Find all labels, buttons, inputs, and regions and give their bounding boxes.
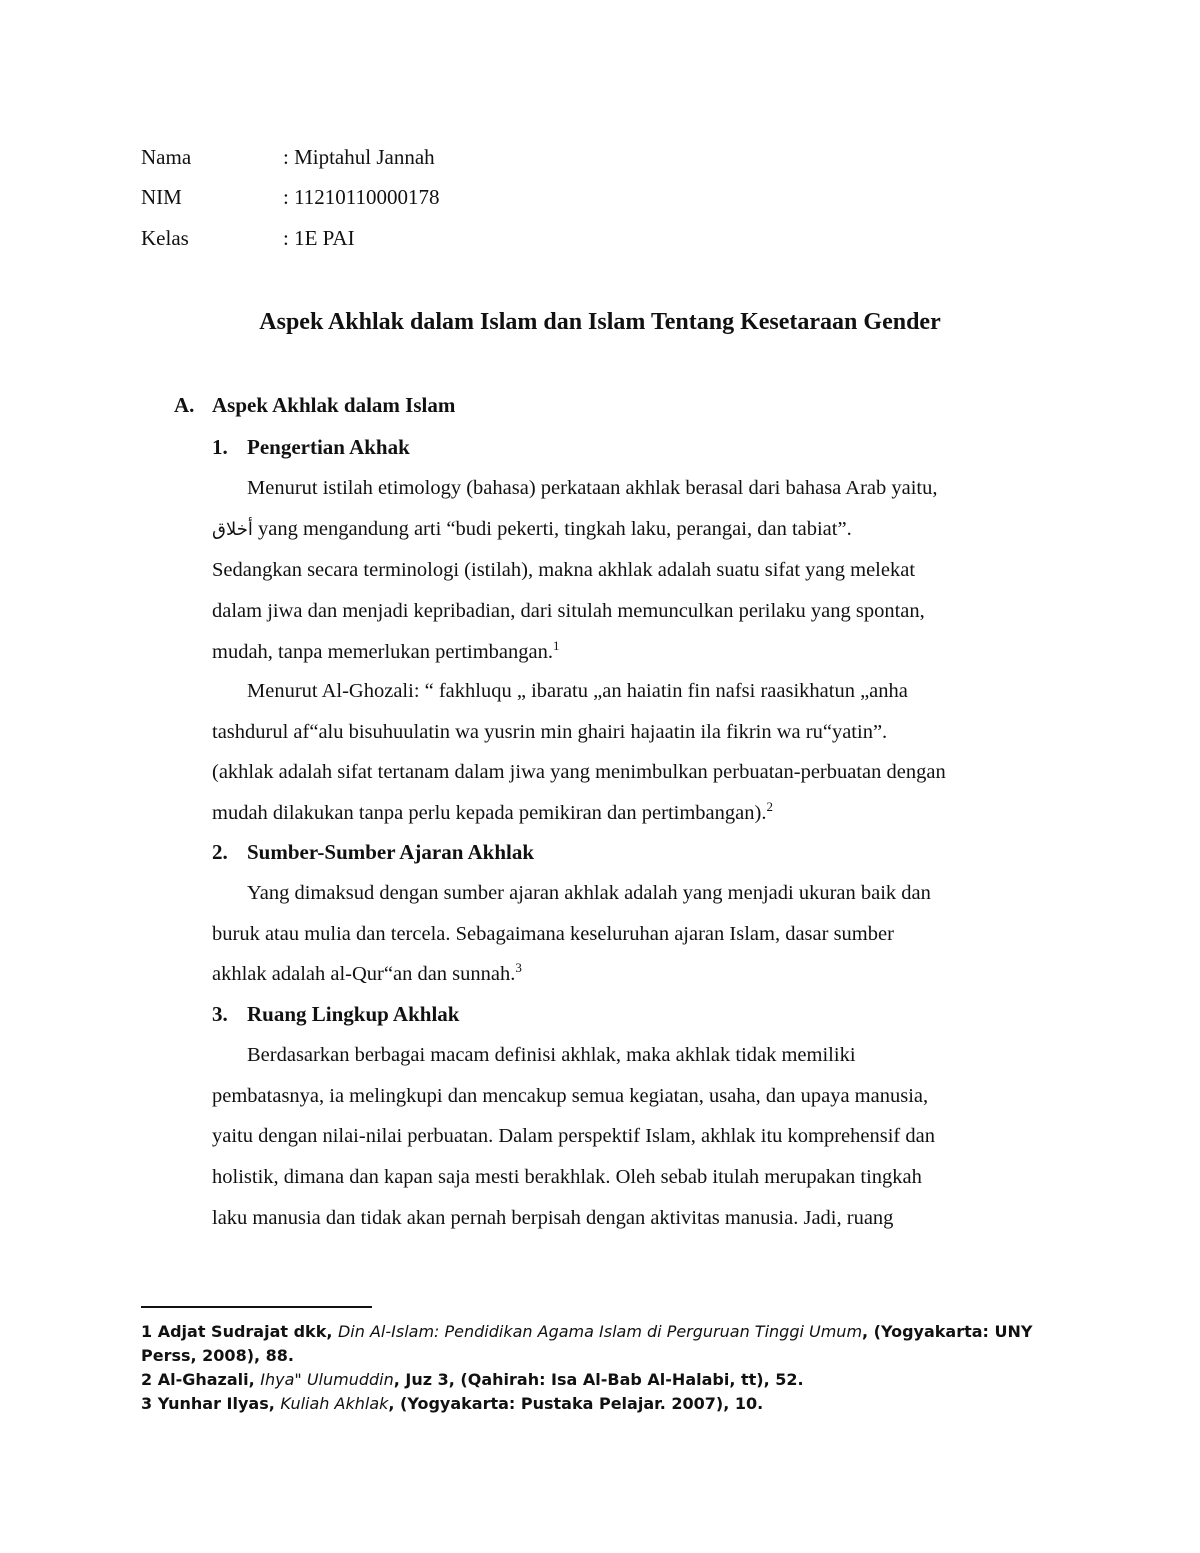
- text-line: [212, 793, 1062, 834]
- footnote-title: Kuliah Akhlak: [280, 1394, 389, 1413]
- text-line-content: yang mengandung arti “budi pekerti, tingkah laku, perangai, dan tabiat”.: [257, 517, 852, 540]
- subheading-text: Ruang Lingkup Akhlak: [247, 1002, 460, 1026]
- subheading-marker: 3.: [212, 1002, 228, 1026]
- footnote-title: Ihya" Ulumuddin: [260, 1370, 394, 1389]
- identity-value: : 11210110000178: [283, 185, 440, 209]
- footnote-author: 2 Al-Ghazali,: [141, 1370, 261, 1389]
- text-line: yaitu dengan nilai-nilai perbuatan. Dalam perspektif Islam, akhlak itu komprehensif dan: [212, 1125, 935, 1148]
- subheading-text: Sumber-Sumber Ajaran Akhlak: [247, 840, 535, 864]
- identity-value: : Miptahul Jannah: [283, 145, 435, 169]
- subheading-1: [212, 433, 410, 461]
- identity-row-nama: [141, 145, 435, 169]
- identity-row-nim: [141, 185, 440, 209]
- identity-row-kelas: [141, 226, 355, 250]
- section-heading-text: Aspek Akhlak dalam Islam: [212, 393, 456, 417]
- footnote-publication: , (Yogyakarta: UNY Perss, 2008), 88.: [141, 1322, 1033, 1365]
- text-line: Sedangkan secara terminologi (istilah), makna akhlak adalah suatu sifat yang melekat: [212, 559, 916, 582]
- paragraph-sumber: [212, 873, 1062, 995]
- footnote-2: [141, 1368, 1061, 1392]
- subheading-marker: 1.: [212, 435, 228, 459]
- footnote-title: Din Al-Islam: Pendidikan Agama Islam di Perguruan Tinggi Umum: [337, 1322, 863, 1341]
- text-line-content: mudah, tanpa memerlukan pertimbangan.: [212, 640, 553, 663]
- paragraph-pengertian-1: [212, 468, 1062, 673]
- footnote-author: 3 Yunhar Ilyas,: [141, 1394, 281, 1413]
- paragraph-pengertian-2: [212, 671, 1062, 834]
- arabic-word: أخلاق: [212, 518, 253, 540]
- document-title: Aspek Akhlak dalam Islam dan Islam Tentang Kesetaraan Gender: [259, 309, 941, 335]
- subheading-2: [212, 838, 534, 866]
- footnote-ref: 1: [552, 637, 560, 653]
- footnote-3: [141, 1392, 1061, 1416]
- text-line: Yang dimaksud dengan sumber ajaran akhlak adalah yang menjadi ukuran baik dan: [247, 882, 931, 904]
- subheading-text: Pengertian Akhak: [247, 435, 410, 459]
- text-line: [212, 632, 1062, 673]
- identity-label: Kelas: [141, 226, 189, 250]
- footnote-publication: , Juz 3, (Qahirah: Isa Al-Bab Al-Halabi, tt), 52.: [393, 1370, 804, 1389]
- footnote-author: 1 Adjat Sudrajat dkk,: [141, 1322, 338, 1341]
- text-line: Berdasarkan berbagai macam definisi akhlak, maka akhlak tidak memiliki: [247, 1044, 856, 1066]
- paragraph-ruang-lingkup: [212, 1035, 1062, 1239]
- text-line-content: akhlak adalah al-Qur“an dan sunnah.: [212, 963, 516, 986]
- footnote-publication: , (Yogyakarta: Pustaka Pelajar. 2007), 10.: [388, 1394, 764, 1413]
- text-line: [212, 509, 1062, 551]
- text-line: laku manusia dan tidak akan pernah berpisah dengan aktivitas manusia. Jadi, ruang: [212, 1206, 894, 1229]
- footnote-separator: [141, 1306, 372, 1308]
- text-line: [212, 954, 1062, 995]
- text-line: Menurut Al-Ghozali: “ fakhluqu „ ibaratu „an haiatin fin nafsi raasikhatun „anha: [247, 680, 908, 702]
- footnote-ref: 2: [766, 799, 773, 815]
- identity-label: NIM: [141, 185, 182, 209]
- text-line: (akhlak adalah sifat tertanam dalam jiwa yang menimbulkan perbuatan-perbuatan dengan: [212, 761, 946, 784]
- section-heading-a: [174, 391, 455, 419]
- section-marker: A.: [174, 393, 195, 417]
- footnotes: [141, 1320, 1061, 1416]
- text-line-content: mudah dilakukan tanpa perlu kepada pemikiran dan pertimbangan).: [212, 802, 767, 825]
- text-line: holistik, dimana dan kapan saja mesti berakhlak. Oleh sebab itulah merupakan tingkah: [212, 1166, 922, 1189]
- text-line: dalam jiwa dan menjadi kepribadian, dari situlah memunculkan perilaku yang spontan,: [212, 600, 925, 623]
- text-line: pembatasnya, ia melingkupi dan mencakup semua kegiatan, usaha, dan upaya manusia,: [212, 1084, 929, 1107]
- identity-value: : 1E PAI: [283, 226, 355, 250]
- text-line: Menurut istilah etimology (bahasa) perkataan akhlak berasal dari bahasa Arab yaitu,: [247, 477, 938, 499]
- identity-label: Nama: [141, 145, 192, 169]
- text-line: tashdurul af“alu bisuhuulatin wa yusrin min ghairi hajaatin ila fikrin wa ru“yatin”.: [212, 720, 888, 743]
- footnote-ref: 3: [515, 960, 522, 976]
- subheading-3: [212, 1000, 459, 1028]
- footnote-1: [141, 1320, 1061, 1368]
- subheading-marker: 2.: [212, 840, 228, 864]
- text-line: buruk atau mulia dan tercela. Sebagaimana keseluruhan ajaran Islam, dasar sumber: [212, 922, 894, 945]
